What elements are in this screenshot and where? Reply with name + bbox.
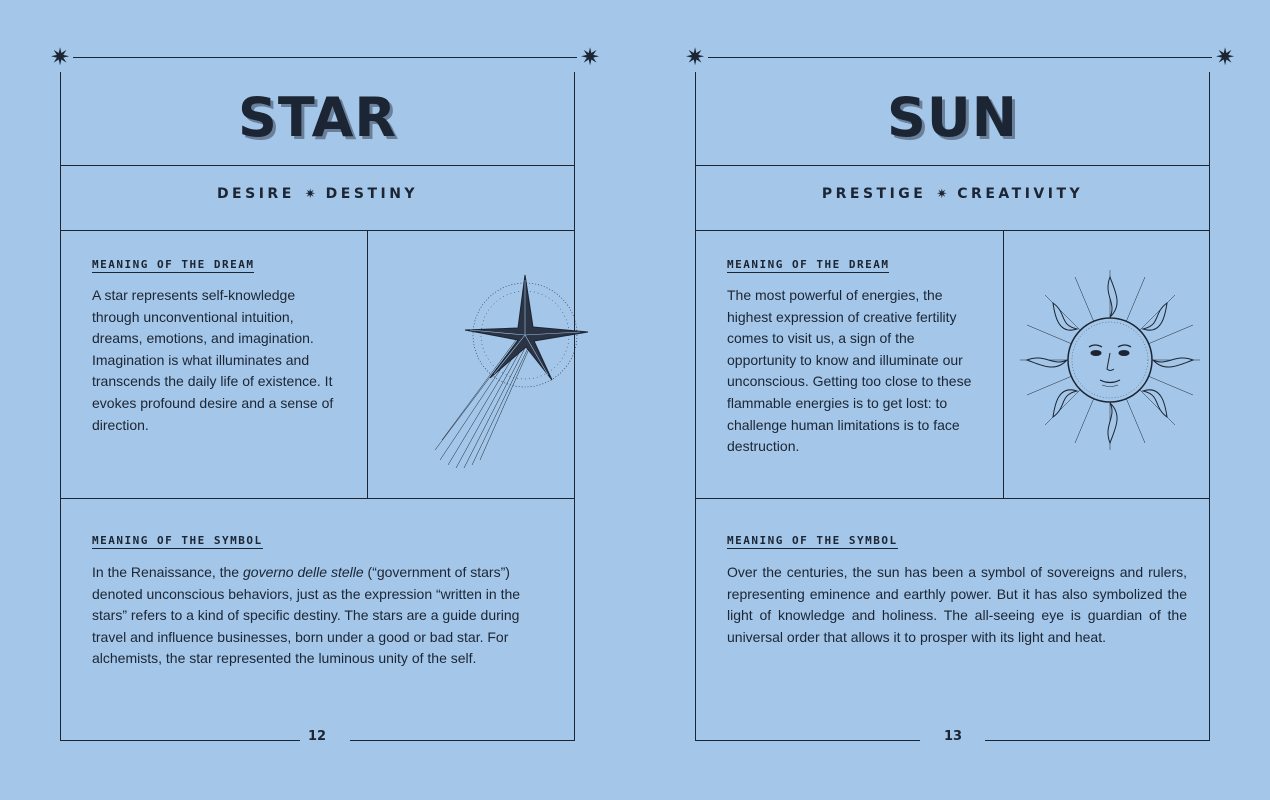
ornament-star-icon: ✷ (304, 187, 316, 202)
symbol-text-end: (“government of stars”) denoted unconscious behaviors, just as the expression “written in the stars” refers to a kind of specific destiny. The stars are a guide during travel and influence businesses, born under a good or bad star. For alchemists, the star represented the luminous unity of the self. (92, 564, 521, 667)
right-page (680, 0, 1240, 800)
page-title: STAR (238, 86, 397, 149)
page-number: 12 (307, 729, 327, 744)
corner-star-icon: ✷ (49, 43, 71, 71)
page-title: SUN (887, 86, 1018, 149)
keyword: CREATIVITY (957, 186, 1084, 202)
keyword: DESIRE (216, 186, 295, 202)
top-rule (73, 57, 577, 58)
symbol-text (92, 562, 552, 670)
dream-text: The most powerful of energies, the highest expression of creative fertility comes to visit us, a sign of the opportunity to know and illuminate our unconscious. Getting too close to these flammable energies is to get lost: to challenge human limitations is to face destruction. (727, 287, 972, 455)
keywords (61, 186, 574, 202)
bottom-rule (350, 740, 575, 741)
sun-face-illustration (1015, 265, 1205, 455)
corner-star-icon: ✷ (684, 43, 706, 71)
bottom-rule (695, 740, 920, 741)
divider (61, 498, 574, 499)
divider (696, 165, 1209, 166)
symbol-text-italic: governo delle stelle (243, 564, 364, 580)
divider (696, 230, 1209, 231)
symbol-heading: MEANING OF THE SYMBOL (727, 534, 898, 547)
dream-heading: MEANING OF THE DREAM (727, 258, 890, 271)
bottom-rule (985, 740, 1210, 741)
shooting-star-illustration (430, 270, 600, 470)
divider (61, 230, 574, 231)
bottom-rule (60, 740, 300, 741)
corner-star-icon: ✷ (1214, 43, 1236, 71)
keywords (696, 186, 1209, 202)
ornament-star-icon: ✷ (936, 187, 948, 202)
symbol-text-start: In the Renaissance, the (92, 564, 243, 580)
keyword: DESTINY (325, 186, 419, 202)
dream-heading: MEANING OF THE DREAM (92, 258, 255, 271)
dream-text: A star represents self-knowledge through unconventional intuition, dreams, emotions, and imagination. Imagination is what illuminates and transcends the daily life of existence. It evokes profound desire and a sense of direction. (92, 287, 334, 433)
divider (696, 498, 1209, 499)
divider (367, 230, 368, 498)
keyword: PRESTIGE (821, 186, 927, 202)
top-rule (708, 57, 1212, 58)
page-number: 13 (943, 729, 963, 744)
corner-star-icon: ✷ (579, 43, 601, 71)
symbol-heading: MEANING OF THE SYMBOL (92, 534, 263, 547)
symbol-text: Over the centuries, the sun has been a symbol of sovereigns and rulers, representing eminence and earthly power. But it has also symbolized the light of knowledge and holiness. The all-seeing eye is guardian of the universal order that allows it to prosper with its light and heat. (727, 564, 1187, 645)
divider (1003, 230, 1004, 498)
left-page (45, 0, 605, 800)
divider (61, 165, 574, 166)
